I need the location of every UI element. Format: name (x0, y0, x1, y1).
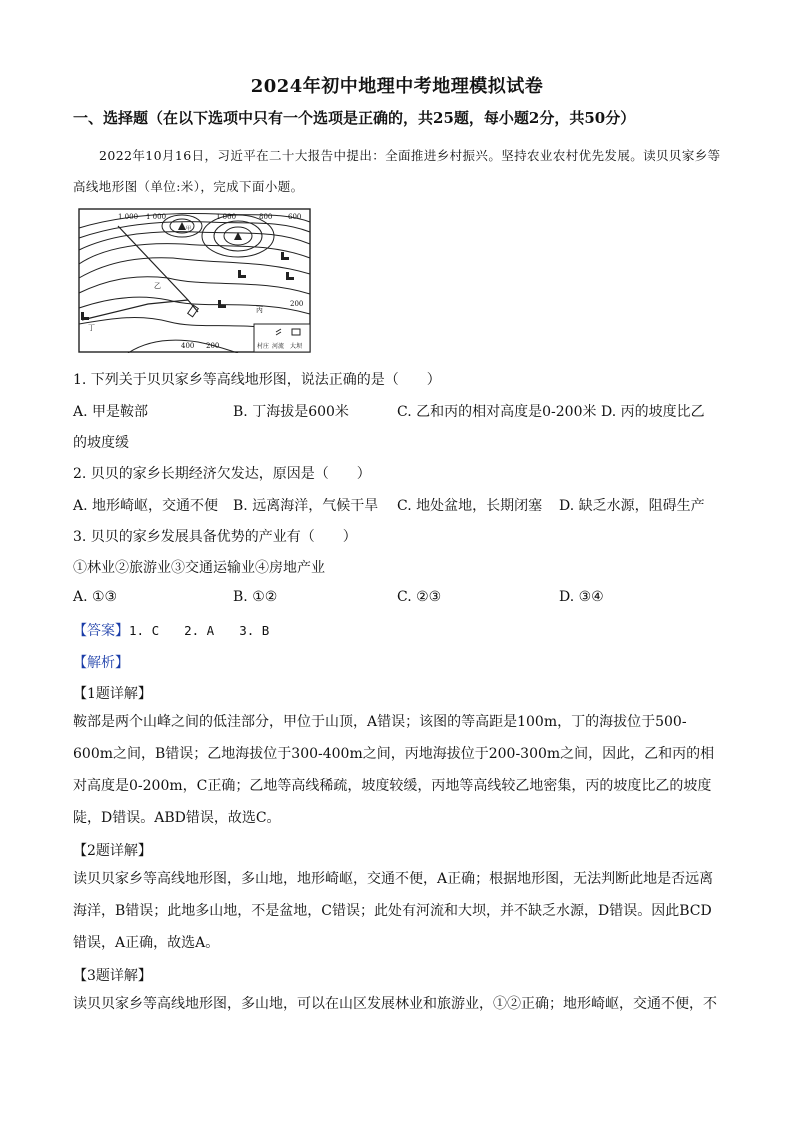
q2-stem: 2. 贝贝的家乡长期经济欠发达，原因是（ ） (73, 466, 371, 482)
place-label: 甲 (186, 226, 192, 232)
legend-village: 村庄 (257, 343, 270, 350)
legend-dam: 大坝 (290, 343, 303, 350)
q3-option-d: D. ③④ (559, 589, 604, 605)
analysis-tag: 【解析】 (73, 655, 129, 671)
contour-label: 600 (288, 213, 302, 221)
q2-option-c: C. 地处盆地，长期闭塞 (397, 498, 543, 514)
contour-label: 1 000 (216, 213, 237, 221)
q3-items: ①林业②旅游业③交通运输业④房地产业 (73, 560, 325, 576)
q2-option-d: D. 缺乏水源，阻碍生产 (559, 498, 705, 514)
detail2-text: 读贝贝家乡等高线地形图，多山地，地形崎岖，交通不便，A正确；根据地形图，无法判断此地是否远离海洋，B错误；此地多山地，不是盆地，C错误；此处有河流和大坝，并不缺乏水源，D错误。因此BCD错误，A正确，故选A。 (73, 871, 714, 951)
detail1-text: 鞍部是两个山峰之间的低洼部分，甲位于山顶，A错误；该图的等高距是100m，丁的海拔位于500-600m之间，B错误；乙地海拔位于300-400m之间，丙地海拔位于200-300m之间，因此，乙和丙的相对高度是0-200m，C正确；乙地等高线稀疏，坡度较缓，丙地等高线较乙地密集，丙的坡度比乙的坡度陡，D错误。ABD错误，故选C。 (73, 714, 715, 826)
place-label: 丁 (88, 324, 95, 332)
q3-option-b: B. ①② (233, 589, 278, 605)
place-label: 乙 (154, 282, 161, 290)
contour-label: 800 (259, 213, 273, 221)
q1-option-c: C. 乙和丙的相对高度是0-200米 (397, 404, 597, 420)
q2-option-b: B. 远离海洋，气候干旱 (233, 498, 379, 514)
contour-label: 200 (206, 342, 220, 350)
q1-option-d: D. 丙的坡度比乙 (601, 404, 705, 420)
q3-option-a: A. ①③ (73, 589, 118, 605)
q1-option-a: A. 甲是鞍部 (73, 404, 149, 420)
section-heading: 一、选择题（在以下选项中只有一个选项是正确的，共25题，每小题2分，共50分） (73, 109, 636, 127)
answer-tag: 【答案】 (73, 623, 129, 639)
q1-option-b: B. 丁海拔是600米 (233, 404, 349, 420)
contour-label: 400 (181, 342, 195, 350)
detail2-tag: 【2题详解】 (73, 843, 152, 859)
answer-line (73, 620, 269, 640)
detail1-tag: 【1题详解】 (73, 686, 152, 702)
contour-label: 200 (290, 300, 304, 308)
contour-map (78, 208, 311, 353)
question-intro: 2022年10月16日，习近平在二十大报告中提出：全面推进乡村振兴。坚持农业农村优先发展。读贝贝家乡等高线地形图（单位:米），完成下面小题。 (73, 148, 721, 194)
place-label: 丙 (256, 306, 263, 314)
contour-label: 1 000 (118, 213, 139, 221)
q1-option-d-cont: 的坡度缓 (73, 435, 129, 451)
q3-stem: 3. 贝贝的家乡发展具备优势的产业有（ ） (73, 529, 357, 545)
contour-label: 1 000 (146, 213, 167, 221)
q1-stem: 1. 下列关于贝贝家乡等高线地形图，说法正确的是（ ） (73, 372, 441, 388)
legend-river: 河流 (272, 343, 285, 350)
detail3-text: 读贝贝家乡等高线地形图，多山地，可以在山区发展林业和旅游业，①②正确；地形崎岖，交通不便，不 (73, 996, 717, 1012)
page-title: 2024年初中地理中考地理模拟试卷 (250, 76, 544, 97)
q3-option-c: C. ②③ (397, 589, 442, 605)
q2-option-a: A. 地形崎岖，交通不便 (73, 498, 219, 514)
answer-text: 1. C 2. A 3. B (129, 623, 270, 638)
detail3-tag: 【3题详解】 (73, 968, 152, 984)
